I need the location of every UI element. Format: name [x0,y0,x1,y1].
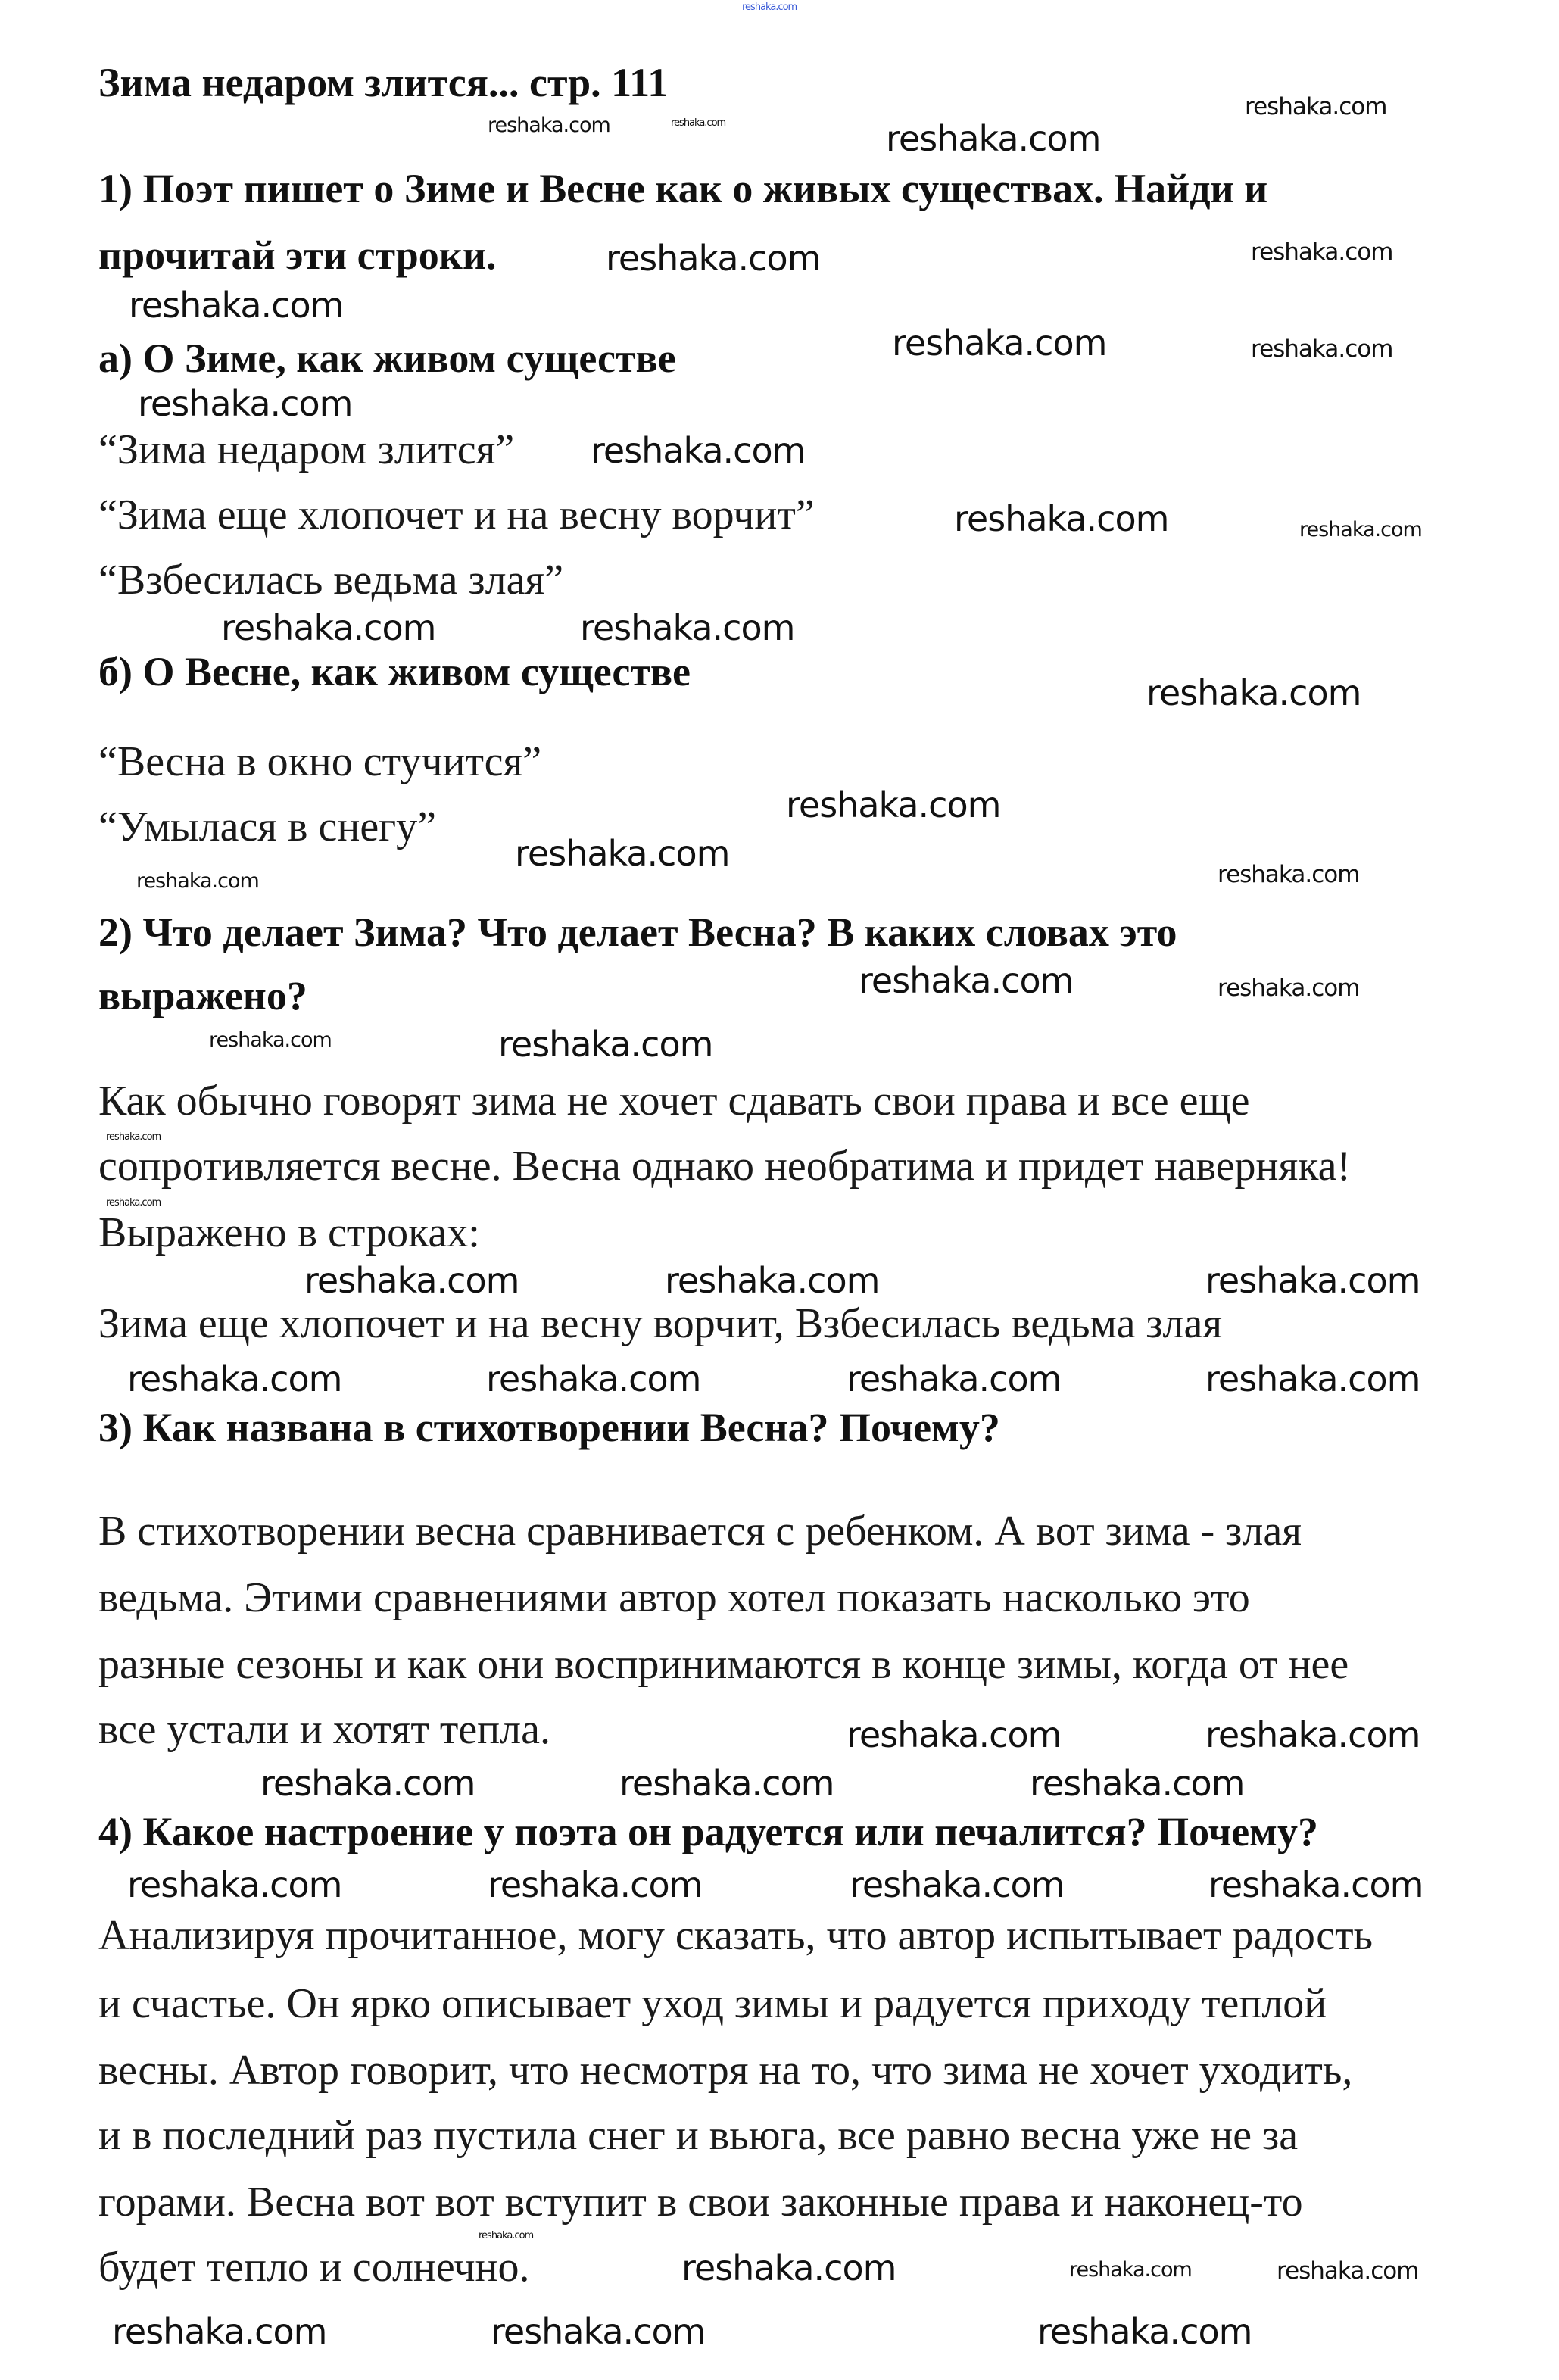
answer-line: разные сезоны и как они воспринимаются в конце зимы, когда от нее [98,1641,1349,1688]
answer-line: горами. Весна вот вот вступит в свои законные права и наконец-то [98,2179,1303,2226]
answer-line: весны. Автор говорит, что несмотря на то, что зима не хочет уходить, [98,2047,1353,2094]
watermark: reshaka.com [847,1358,1062,1399]
watermark: reshaka.com [486,1358,701,1399]
answer-line: и в последний раз пустила снег и вьюга, все равно весна уже не за [98,2112,1299,2159]
answer-line: В стихотворении весна сравнивается с ребенком. А вот зима - злая [98,1508,1302,1555]
watermark: reshaka.com [129,285,344,326]
watermark: reshaka.com [786,784,1001,825]
watermark: reshaka.com [665,1260,880,1301]
answer-line: будет тепло и солнечно. [98,2244,530,2291]
watermark: reshaka.com [136,869,259,893]
watermark: reshaka.com [1218,861,1360,888]
watermark: reshaka.com [850,1864,1065,1905]
watermark: reshaka.com [1205,1714,1420,1755]
watermark: reshaka.com [479,2230,534,2241]
answer-line: Зима еще хлопочет и на весну ворчит, Взбесилась ведьма злая [98,1300,1223,1347]
watermark: reshaka.com [127,1864,342,1905]
watermark: reshaka.com [1299,518,1422,541]
watermark: reshaka.com [112,2311,327,2352]
watermark: reshaka.com [1205,1260,1420,1301]
answer-line: ведьма. Этими сравнениями автор хотел показать насколько это [98,1574,1250,1621]
watermark: reshaka.com [106,1131,161,1143]
watermark: reshaka.com [591,430,806,471]
watermark: reshaka.com [1251,239,1393,266]
answer-line: Выражено в строках: [98,1209,480,1256]
question-1-line-1: 1) Поэт пишет о Зиме и Весне как о живых существах. Найди и [98,166,1268,211]
question-2-line-2: выражено? [98,973,307,1018]
answer-line: и счастье. Он ярко описывает уход зимы и радуется приходу теплой [98,1980,1327,2027]
watermark: reshaka.com [1069,2258,1192,2282]
watermark: reshaka.com [209,1028,332,1052]
watermark: reshaka.com [1245,93,1387,120]
watermark: reshaka.com [1030,1763,1245,1804]
answer-line: все устали и хотят тепла. [98,1706,550,1753]
watermark: reshaka.com [886,118,1101,159]
watermark: reshaka.com [619,1763,834,1804]
answer-line: сопротивляется весне. Весна однако необратима и придет наверняка! [98,1143,1352,1190]
watermark: reshaka.com [1146,672,1361,713]
quote-line: “Весна в окно стучится” [98,738,542,785]
answer-line: Анализируя прочитанное, могу сказать, что автор испытывает радость [98,1912,1373,1959]
watermark: reshaka.com [491,2311,706,2352]
watermark: reshaka.com [1205,1358,1420,1399]
watermark: reshaka.com [954,498,1169,539]
watermark: reshaka.com [488,114,610,137]
watermark: reshaka.com [1037,2311,1252,2352]
subheading-spring: б) О Весне, как живом существе [98,649,691,694]
watermark: reshaka.com [127,1358,342,1399]
watermark: reshaka.com [260,1763,475,1804]
watermark: reshaka.com [892,323,1107,363]
watermark: reshaka.com [1218,975,1360,1002]
watermark: reshaka.com [304,1260,519,1301]
watermark: reshaka.com [498,1024,713,1065]
quote-line: “Зима недаром злится” [98,426,515,473]
answer-line: Как обычно говорят зима не хочет сдавать свои права и все еще [98,1078,1250,1124]
watermark: reshaka.com [681,2247,896,2288]
subheading-winter: а) О Зиме, как живом существе [98,335,676,381]
question-1-line-2: прочитай эти строки. [98,232,497,278]
watermark: reshaka.com [847,1714,1062,1755]
quote-line: “Взбесилась ведьма злая” [98,557,564,604]
watermark: reshaka.com [138,383,353,424]
watermark: reshaka.com [742,2,797,13]
quote-line: “Умылася в снегу” [98,803,437,850]
watermark: reshaka.com [859,960,1074,1001]
quote-line: “Зима еще хлопочет и на весну ворчит” [98,491,815,538]
watermark: reshaka.com [606,238,821,279]
question-4-heading: 4) Какое настроение у поэта он радуется или печалится? Почему? [98,1809,1318,1854]
watermark: reshaka.com [515,833,730,874]
watermark: reshaka.com [671,117,726,129]
question-3-heading: 3) Как названа в стихотворении Весна? Почему? [98,1405,1000,1450]
watermark: reshaka.com [580,607,795,648]
page-title: Зима недаром злится... стр. 111 [98,60,669,105]
watermark: reshaka.com [1251,335,1393,363]
watermark: reshaka.com [488,1864,703,1905]
question-2-line-1: 2) Что делает Зима? Что делает Весна? В каких словах это [98,909,1177,955]
watermark: reshaka.com [1208,1864,1423,1905]
watermark: reshaka.com [106,1197,161,1209]
watermark: reshaka.com [1277,2257,1419,2285]
watermark: reshaka.com [221,607,436,648]
